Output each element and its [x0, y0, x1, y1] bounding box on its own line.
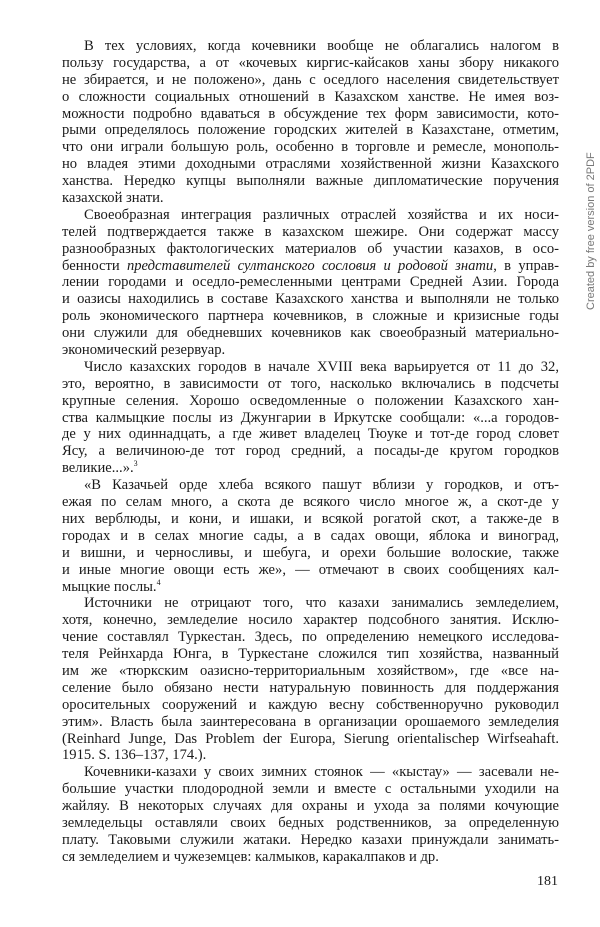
footnote-ref: 3 — [133, 459, 138, 469]
text-line — [62, 325, 559, 342]
text-line — [62, 832, 559, 849]
text-line — [62, 393, 559, 410]
line-text: но владея этими доходными отраслями хозяйственной жизни Казахского — [62, 156, 559, 173]
text-line — [62, 629, 559, 646]
text-line — [62, 680, 559, 697]
text-line — [62, 241, 559, 258]
line-text: это, вероятно, в зависимости от того, насколько включались в подсчеты — [62, 375, 559, 392]
line-text: (Reinhard Junge, Das Problem der Europa, Sierung orientalischep Wirfseahaft. — [62, 730, 559, 747]
text-line — [62, 595, 559, 612]
paragraph — [62, 595, 559, 764]
line-text: теля Рейнхарда Юнга, в Туркестане сложился тип хозяйства, названный — [62, 646, 559, 663]
text-line — [62, 460, 559, 477]
line-text: плату. Таковыми служили жатаки. Нередко казахи принуждали занимать- — [62, 831, 559, 848]
line-text: хотя, конечно, земледелие носило характер подсобного занятия. Исклю- — [62, 612, 559, 629]
text-line — [62, 697, 559, 714]
paragraph — [62, 38, 559, 207]
line-text: лении городами и оседло-ремесленными центрами Средней Азии. Города — [62, 274, 559, 291]
line-text: экономический резервуар. — [62, 342, 226, 359]
line-text: земледельцы оставляли своих бедных родственников, за определенную — [62, 814, 559, 831]
text-line — [62, 258, 559, 275]
text-line — [62, 764, 559, 781]
line-text: ханства. Нередко купцы выполняли важные дипломатические поручения — [62, 173, 559, 190]
line-text: и иные многие овощи есть же», — отмечают в своих сообщениях кал- — [62, 561, 559, 578]
line-text: городах и в селах многие сады, а в садах овощи, яблока и виноград, — [62, 527, 559, 544]
text-line — [62, 207, 559, 224]
line-text: де у них одиннадцать, а где живет владелец Тюуке и тот-де город словет — [62, 426, 559, 443]
text-line — [62, 89, 559, 106]
paragraph — [62, 477, 559, 595]
line-text: что они играли большую роль, особенно в торговле и ремесле, монополь- — [62, 139, 559, 156]
text-line — [62, 731, 559, 748]
line-text: ежая по селам много, а скота де всякого число многое ж, а скот-де у — [62, 494, 559, 511]
line-text: Кочевники-казахи у своих зимних стоянок — «кыстау» — засевали не- — [84, 764, 559, 781]
text-line — [62, 511, 559, 528]
line-text: селение было обязано нести натуральную повинность для поддержания — [62, 679, 559, 696]
text-line — [62, 545, 559, 562]
text-line — [62, 612, 559, 629]
text-line — [62, 190, 559, 207]
text-line — [62, 477, 559, 494]
text-line — [62, 72, 559, 89]
line-text: них верблюды, и кони, и ишаки, и всякой рогатой скот, а также-де в — [62, 510, 559, 527]
footnote-ref: 4 — [156, 577, 161, 587]
line-text: и оазисы находились в составе Казахского ханства и выполняли не только — [62, 291, 559, 308]
line-text: великие...». — [62, 460, 134, 477]
text-line — [62, 156, 559, 173]
line-text: ства калмыцкие послы из Джунгарии в Иркутске сообщали: «...а городов- — [62, 409, 559, 426]
text-line — [62, 139, 559, 156]
page-number: 181 — [537, 874, 558, 889]
text-line — [62, 426, 559, 443]
text-line — [62, 494, 559, 511]
text-line — [62, 579, 559, 596]
text-line — [62, 443, 559, 460]
text-line — [62, 224, 559, 241]
text-line — [62, 781, 559, 798]
line-text: телей подтверждается также в казахском шежире. Они содержат массу — [62, 223, 559, 240]
text-line — [62, 747, 559, 764]
line-text: Число казахских городов в начале XVIII века варьируется от 11 до 32, — [84, 358, 559, 375]
text-line — [62, 122, 559, 139]
text-line — [62, 342, 559, 359]
page-body-text — [62, 38, 559, 866]
text-line — [62, 714, 559, 731]
line-text: им же «тюркским оазисно-территориальным хозяйством», где «все на- — [62, 662, 559, 679]
text-line — [62, 798, 559, 815]
text-fragment: бенности — [62, 257, 127, 274]
text-line — [62, 173, 559, 190]
line-text: чение составлял Туркестан. Здесь, по определению немецкого исследова- — [62, 629, 559, 646]
line-text: роль экономического партнера кочевников, в сложные и кризисные годы — [62, 308, 559, 325]
line-text: Ясу, а величиною-де тот город средний, а посады-де кругом городков — [62, 443, 559, 460]
line-text: жайляу. В некоторых случаях для охраны и ухода за полями кочующие — [62, 798, 559, 815]
line-text: В тех условиях, когда кочевники вообще не облагались налогом в — [84, 38, 559, 54]
text-line — [62, 815, 559, 832]
text-line — [62, 646, 559, 663]
text-line — [62, 562, 559, 579]
text-fragment: , в управ- — [493, 257, 559, 274]
line-text: разнообразных фактологических материалов об участии казахов, в осо- — [62, 240, 559, 257]
text-line — [62, 663, 559, 680]
line-text: «В Казачьей орде хлеба всякого пашут вблизи у городков, и отъ- — [84, 477, 559, 494]
line-text: они служили для обедневших кочевников как своеобразный материально- — [62, 325, 559, 342]
line-text: большие участки плодородной земли и вместе с остальными уходили на — [62, 781, 559, 798]
line-text: мыцкие послы. — [62, 578, 157, 595]
line-text: казахской знати. — [62, 190, 164, 207]
text-line — [62, 849, 559, 866]
line-text: рыми определялось положение городских жителей в Казахстане, отметим, — [62, 122, 559, 139]
text-line — [62, 55, 559, 72]
text-line — [62, 106, 559, 123]
paragraph — [62, 359, 559, 477]
line-text: Своеобразная интеграция различных отраслей хозяйства и их носи- — [84, 206, 559, 223]
line-text: 1915. S. 136–137, 174.). — [62, 747, 207, 764]
line-text: ся земледелием и чужеземцев: калмыков, каракалпаков и др. — [62, 848, 439, 865]
paragraph — [62, 207, 559, 359]
line-text: крупные селения. Хорошо осведомленные о положении Казахского хан- — [62, 392, 559, 409]
line-text: о сложности социальных отношений в Казахском ханстве. Не имея воз- — [62, 88, 559, 105]
line-text: этим». Власть была заинтересована в организации орошаемого земледелия — [62, 713, 559, 730]
line-text: не збирается, и не положено», дань с оседлого населения свидетельствует — [62, 71, 559, 88]
text-line — [62, 38, 559, 55]
line-text: можности подробно вдаваться в обсуждение тех форм зависимости, кото- — [62, 105, 559, 122]
line-text: Источники не отрицают того, что казахи занимались земледелием, — [84, 595, 559, 612]
paragraph — [62, 764, 559, 865]
text-line — [62, 359, 559, 376]
watermark: Created by free version of 2PDF — [585, 152, 597, 310]
line-text: пользу государства, а от «кочевых киргис-кайсаков ханы збору никакого — [62, 54, 559, 71]
italic-fragment: представителей султанского сословия и родовой знати — [126, 257, 494, 274]
text-line — [62, 528, 559, 545]
text-line — [62, 274, 559, 291]
text-line — [62, 376, 559, 393]
text-line — [62, 410, 559, 427]
line-text: и вишни, и черносливы, и шебуга, и орехи большие волоские, также — [62, 544, 559, 561]
line-text: оросительных сооружений и каждую весну собственноручно руководил — [62, 696, 559, 713]
text-line — [62, 308, 559, 325]
text-line — [62, 291, 559, 308]
